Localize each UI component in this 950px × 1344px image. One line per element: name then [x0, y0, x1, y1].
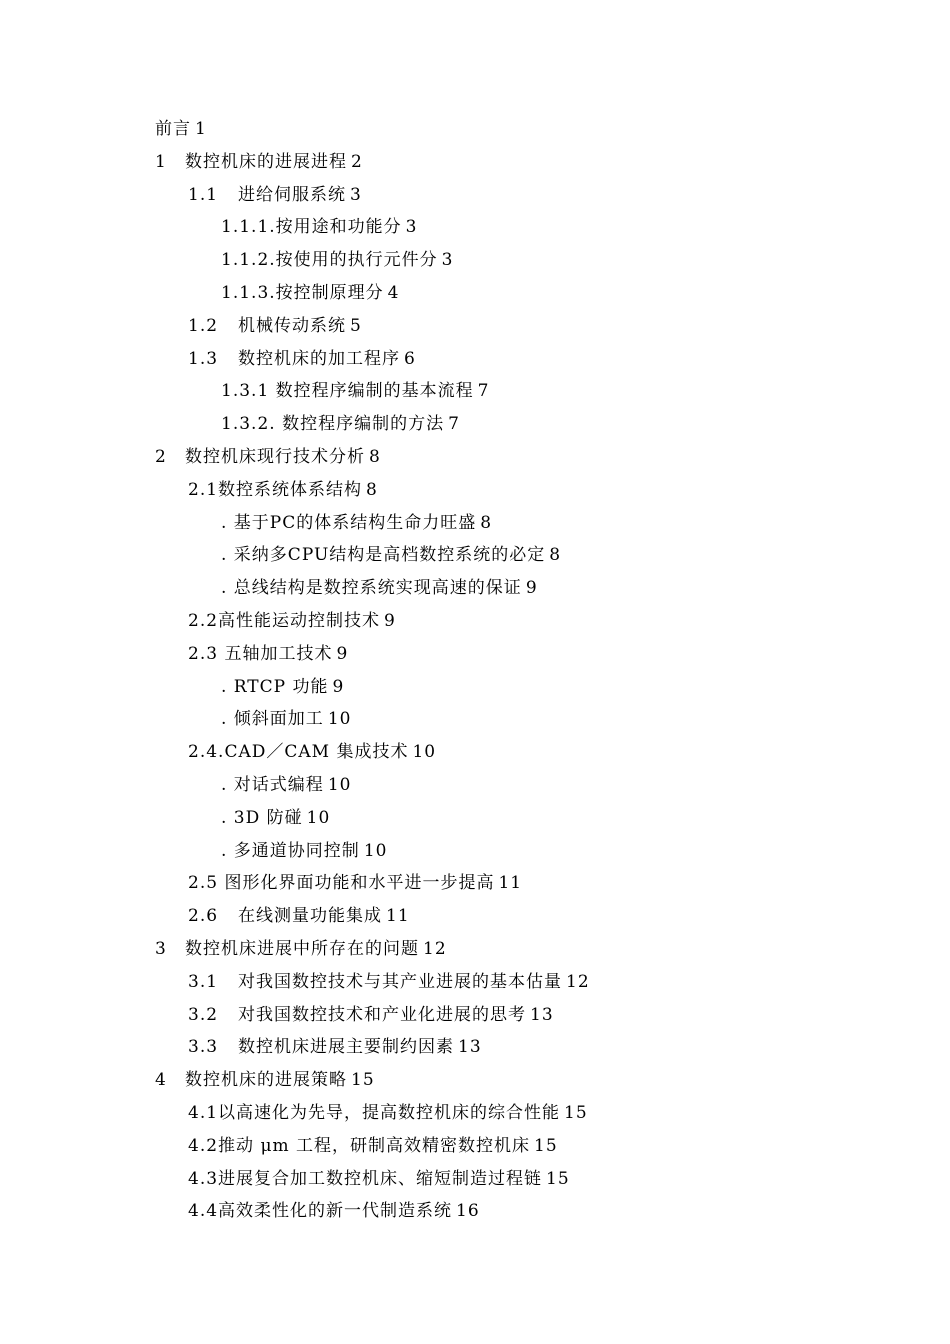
toc-entry-title: RTCP 功能	[227, 676, 329, 697]
toc-entry[interactable]	[0, 1163, 950, 1196]
toc-entry-page-number: 9	[525, 578, 538, 599]
table-of-contents	[0, 113, 950, 1228]
toc-entry[interactable]	[0, 572, 950, 605]
toc-entry-title: 图形化界面功能和水平进一步提高	[218, 873, 495, 894]
toc-entry[interactable]	[0, 1031, 950, 1064]
toc-entry-page-number: 8	[369, 446, 381, 467]
toc-entry[interactable]	[0, 802, 950, 835]
toc-entry-title: 按用途和功能分	[275, 217, 402, 238]
toc-entry[interactable]	[0, 703, 950, 736]
toc-entry-number: .	[221, 676, 228, 697]
toc-entry[interactable]	[0, 441, 950, 474]
toc-entry[interactable]	[0, 999, 950, 1032]
toc-entry-page-number: 12	[566, 971, 590, 992]
toc-entry[interactable]	[0, 769, 950, 802]
toc-entry-page-number: 13	[458, 1037, 482, 1058]
toc-entry-number: 1.1.3.	[221, 282, 276, 303]
toc-entry-page-number: 4	[387, 282, 400, 303]
toc-entry-title: 多通道协同控制	[227, 840, 360, 861]
toc-entry-number: 2	[155, 446, 167, 467]
toc-entry-title: 数控程序编制的基本流程	[269, 381, 474, 402]
toc-entry-title: CAD／CAM 集成技术	[224, 742, 409, 763]
toc-entry-page-number: 3	[441, 250, 454, 271]
toc-entry[interactable]	[0, 507, 950, 540]
toc-entry-page-number: 10	[306, 807, 331, 828]
toc-entry-title: 3D 防碰	[227, 807, 303, 828]
toc-entry[interactable]	[0, 671, 950, 704]
toc-entry[interactable]	[0, 966, 950, 999]
toc-entry-number: 1.3	[188, 348, 219, 369]
toc-entry-number: 2.6	[188, 906, 219, 927]
toc-entry[interactable]	[0, 900, 950, 933]
toc-entry-number: 3	[155, 938, 167, 959]
toc-entry-title: 数控机床的进展策略	[185, 1070, 347, 1091]
toc-entry-number: 2.2	[188, 610, 219, 631]
toc-entry-number: .	[221, 578, 228, 599]
toc-entry-title: 以高速化为先导，提高数控机床的综合性能	[218, 1102, 561, 1123]
toc-entry-title: 按控制原理分	[275, 282, 384, 303]
toc-entry-number: .	[221, 840, 228, 861]
toc-entry-page-number: 10	[363, 840, 388, 861]
toc-entry-number: .	[221, 545, 228, 566]
toc-entry-title: 进给伺服系统	[238, 184, 346, 205]
toc-entry-title: 数控机床进展中所存在的问题	[185, 938, 419, 959]
toc-entry-page-number: 16	[456, 1201, 480, 1222]
toc-entry-title: 数控机床的加工程序	[238, 348, 400, 369]
toc-entry-number: .	[221, 807, 228, 828]
toc-entry-title: 机械传动系统	[238, 315, 346, 336]
toc-entry-page-number: 9	[384, 610, 396, 631]
toc-entry[interactable]	[0, 539, 950, 572]
toc-entry-page-number: 10	[327, 774, 352, 795]
toc-entry-page-number: 10	[327, 709, 352, 730]
toc-entry-page-number: 11	[386, 906, 410, 927]
toc-entry-number: 1.3.2.	[221, 414, 276, 435]
toc-entry-title: 对话式编程	[227, 774, 324, 795]
toc-entry-page-number: 10	[412, 742, 437, 763]
toc-entry-page-number: 8	[549, 545, 562, 566]
toc-entry-title: 五轴加工技术	[218, 643, 333, 664]
toc-entry-title: 数控程序编制的方法	[275, 414, 445, 435]
toc-entry-title: 数控机床现行技术分析	[185, 446, 365, 467]
toc-entry[interactable]	[0, 146, 950, 179]
toc-entry-title: 在线测量功能集成	[238, 906, 382, 927]
toc-entry[interactable]	[0, 1130, 950, 1163]
toc-entry-page-number: 2	[351, 151, 363, 172]
toc-entry-page-number: 7	[448, 414, 460, 435]
toc-entry-number: 4.2	[188, 1135, 219, 1156]
toc-entry-number: .	[221, 512, 228, 533]
toc-entry-page-number: 7	[477, 381, 490, 402]
toc-entry[interactable]	[0, 179, 950, 212]
toc-entry-title: 进展复合加工数控机床、缩短制造过程链	[218, 1168, 543, 1189]
toc-entry-page-number: 15	[564, 1102, 588, 1123]
toc-entry-page-number: 13	[530, 1004, 554, 1025]
toc-entry[interactable]	[0, 933, 950, 966]
toc-entry-page-number: 8	[480, 512, 493, 533]
toc-entry-page-number: 3	[350, 184, 362, 205]
toc-entry-page-number: 11	[498, 873, 523, 894]
toc-entry[interactable]	[0, 211, 950, 244]
toc-entry-title: 对我国数控技术与其产业进展的基本估量	[238, 971, 562, 992]
toc-entry-page-number: 5	[350, 315, 362, 336]
toc-entry-page-number: 6	[404, 348, 416, 369]
toc-entry-number: 1	[155, 151, 167, 172]
toc-entry-number: 2.5	[188, 873, 219, 894]
toc-entry-page-number: 15	[351, 1070, 375, 1091]
toc-entry-title: 高效柔性化的新一代制造系统	[218, 1201, 453, 1222]
toc-entry[interactable]	[0, 113, 950, 146]
toc-entry-title: 数控机床的进展进程	[185, 151, 347, 172]
toc-entry-page-number: 3	[405, 217, 418, 238]
toc-entry-page-number: 15	[534, 1135, 558, 1156]
toc-entry[interactable]	[0, 736, 950, 769]
toc-entry[interactable]	[0, 1097, 950, 1130]
toc-entry-number: 4.4	[188, 1201, 219, 1222]
toc-entry[interactable]	[0, 1195, 950, 1228]
toc-entry-title: 数控机床进展主要制约因素	[238, 1037, 454, 1058]
toc-entry[interactable]	[0, 638, 950, 671]
toc-entry-number: 4.3	[188, 1168, 219, 1189]
toc-entry-number: 2.4.	[188, 742, 225, 763]
toc-entry-title: 前言	[155, 119, 191, 139]
toc-entry-page-number: 9	[336, 643, 349, 664]
toc-entry-number: 1.2	[188, 315, 219, 336]
toc-entry[interactable]	[0, 244, 950, 277]
toc-entry-number: .	[221, 709, 228, 730]
toc-entry[interactable]	[0, 474, 950, 507]
toc-entry-page-number: 15	[546, 1168, 570, 1189]
toc-entry-title: 对我国数控技术和产业化进展的思考	[238, 1004, 526, 1025]
toc-entry-title: 采纳多CPU结构是高档数控系统的必定	[227, 545, 546, 566]
toc-entry-number: 4	[155, 1070, 167, 1091]
toc-entry-number: 2.3	[188, 643, 219, 664]
toc-entry[interactable]	[0, 605, 950, 638]
toc-entry[interactable]	[0, 343, 950, 376]
toc-entry-page-number: 8	[366, 479, 378, 500]
toc-entry-number: 1.1	[188, 184, 219, 205]
toc-entry-page-number: 9	[332, 676, 345, 697]
toc-entry-title: 推动 μm 工程，研制高效精密数控机床	[218, 1135, 531, 1156]
toc-entry-title: 总线结构是数控系统实现高速的保证	[227, 578, 522, 599]
toc-entry-number: 2.1	[188, 479, 219, 500]
toc-entry[interactable]	[0, 867, 950, 900]
toc-entry-page-number: 12	[423, 938, 447, 959]
toc-entry-number: .	[221, 774, 228, 795]
toc-entry-title: 数控系统体系结构	[218, 479, 363, 500]
toc-entry-number: 4.1	[188, 1102, 219, 1123]
toc-entry-title: 倾斜面加工	[227, 709, 324, 730]
toc-entry[interactable]	[0, 408, 950, 441]
toc-entry[interactable]	[0, 1064, 950, 1097]
toc-entry-title: 高性能运动控制技术	[218, 610, 381, 631]
toc-entry-number: 3.2	[188, 1004, 219, 1025]
toc-entry-title: 按使用的执行元件分	[275, 250, 438, 271]
toc-entry-page-number: 1	[195, 119, 207, 139]
toc-entry[interactable]	[0, 310, 950, 343]
toc-entry-number: 1.3.1	[221, 381, 270, 402]
toc-entry-number: 3.3	[188, 1037, 219, 1058]
toc-entry[interactable]	[0, 835, 950, 868]
toc-entry[interactable]	[0, 277, 950, 310]
toc-entry-title: 基于PC的体系结构生命力旺盛	[227, 512, 477, 533]
toc-entry[interactable]	[0, 375, 950, 408]
toc-entry-number: 3.1	[188, 971, 219, 992]
toc-entry-number: 1.1.2.	[221, 250, 276, 271]
toc-entry-number: 1.1.1.	[221, 217, 276, 238]
